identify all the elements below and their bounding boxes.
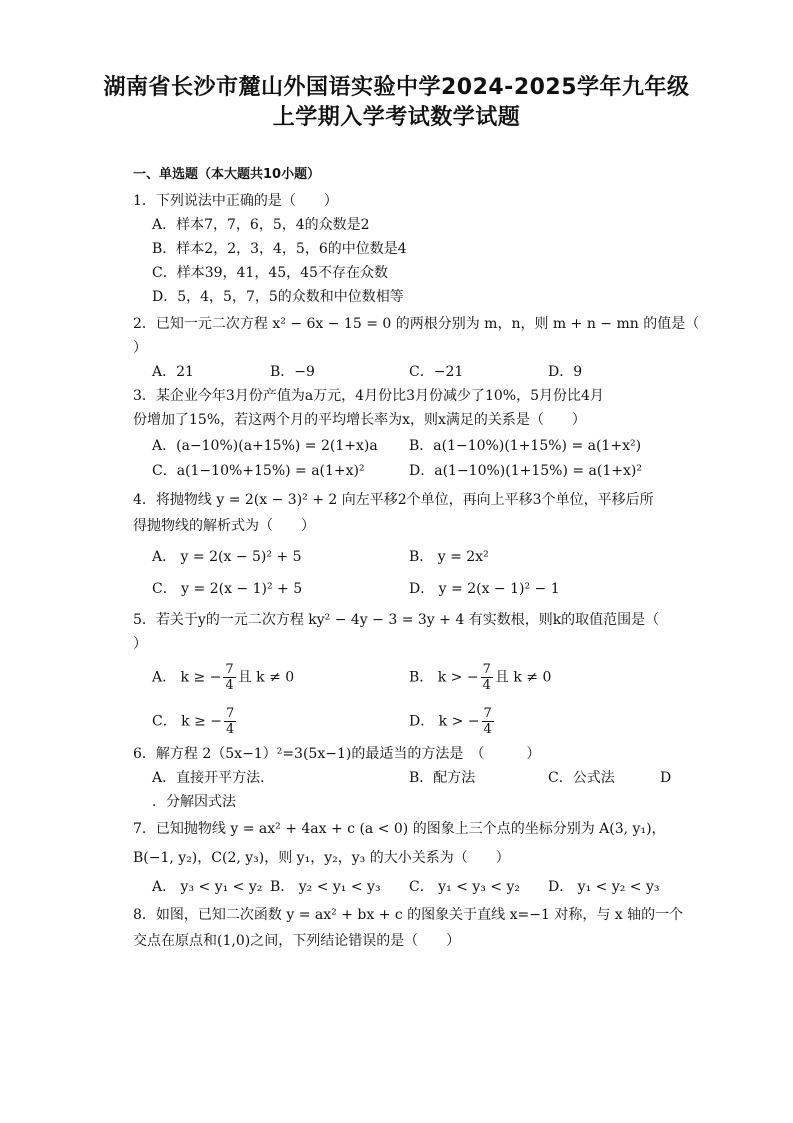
q3-option-c: C．a(1−10%+15%) = a(1+x)² bbox=[152, 463, 365, 479]
q7-option-b: B． y₂ < y₁ < y₃ bbox=[270, 879, 381, 895]
q6-stem: 6．解方程 2（5x−1）²=3(5x−1)的最适当的方法是 （ ） bbox=[133, 746, 541, 762]
page-title-line2: 上学期入学考试数学试题 bbox=[272, 105, 521, 130]
q5-stem: 5．若关于y的一元二次方程 ky² − 4y − 3 = 3y + 4 有实数根，则k的取值范围是（ bbox=[133, 612, 660, 628]
q5-a-suffix: 且 k ≠ 0 bbox=[237, 669, 295, 686]
q1-option-c: C．样本39，41，45，45不存在众数 bbox=[152, 265, 388, 281]
q5-b-prefix: B． k > − bbox=[409, 669, 479, 686]
q5-d-denominator: 4 bbox=[483, 722, 492, 737]
q3-stem-line2: 份增加了15%，若这两个月的平均增长率为x，则x满足的关系是（ ） bbox=[133, 412, 586, 428]
q8-stem: 8．如图，已知二次函数 y = ax² + bx + c 的图象关于直线 x=−1 对称，与 x 轴的一个 bbox=[133, 907, 684, 923]
q5-option-a bbox=[152, 662, 294, 693]
q2-option-d: D．9 bbox=[548, 364, 583, 380]
q5-option-c bbox=[152, 706, 238, 737]
q5-c-numerator: 7 bbox=[226, 706, 235, 721]
q1-option-a: A．样本7，7，6，5，4的众数是2 bbox=[152, 217, 370, 233]
q4-stem-line2: 得抛物线的解析式为（ ） bbox=[133, 518, 315, 534]
q7-option-d: D． y₁ < y₂ < y₃ bbox=[548, 879, 660, 895]
q3-option-a: A．(a−10%)(a+15%) = 2(1+x)a bbox=[152, 438, 378, 454]
q4-option-c: C． y = 2(x − 1)² + 5 bbox=[152, 581, 303, 597]
q2-stem-cont: ） bbox=[133, 340, 147, 356]
q7-stem: 7．已知抛物线 y = ax² + 4ax + c (a < 0) 的图象上三个点的坐标分别为 A(3, y₁)， bbox=[133, 821, 666, 837]
q2-stem: 2．已知一元二次方程 x² − 6x − 15 = 0 的两根分别为 m，n，则 m + n − mn 的值是（ bbox=[133, 316, 700, 332]
q4-stem: 4．将抛物线 y = 2(x − 3)² + 2 向左平移2个单位，再向上平移3个单位，平移后所 bbox=[133, 492, 654, 508]
section-heading: 一、单选题（本大题共10小题） bbox=[133, 167, 321, 182]
q6-option-d-text: ．分解因式法 bbox=[152, 794, 236, 810]
q3-option-b: B．a(1−10%)(1+15%) = a(1+x²) bbox=[409, 438, 642, 454]
q5-b-fraction bbox=[481, 662, 493, 693]
q5-a-fraction bbox=[223, 662, 235, 693]
q7-stem-line2: B(−1, y₂)，C(2, y₃)，则 y₁，y₂，y₃ 的大小关系为（ ） bbox=[133, 850, 510, 866]
q5-option-b bbox=[409, 662, 551, 693]
q2-option-c: C．−21 bbox=[409, 364, 464, 380]
q1-option-b: B．样本2，2，3，4，5，6的中位数是4 bbox=[152, 241, 407, 257]
page-title-line1: 湖南省长沙市麓山外国语实验中学2024-2025学年九年级 bbox=[103, 75, 690, 100]
q5-b-numerator: 7 bbox=[482, 662, 491, 677]
q5-a-denominator: 4 bbox=[225, 678, 234, 693]
q6-option-a: A．直接开平方法． bbox=[152, 770, 275, 786]
q7-option-c: C． y₁ < y₃ < y₂ bbox=[409, 879, 520, 895]
q5-d-numerator: 7 bbox=[483, 706, 492, 721]
q5-c-prefix: C． k ≥ − bbox=[152, 713, 223, 730]
q5-c-fraction bbox=[224, 706, 236, 737]
q6-option-b: B．配方法 bbox=[409, 770, 476, 786]
q8-stem-line2: 交点在原点和(1,0)之间，下列结论错误的是（ ） bbox=[133, 933, 461, 949]
q5-a-numerator: 7 bbox=[225, 662, 234, 677]
q5-a-prefix: A． k ≥ − bbox=[152, 669, 222, 686]
q6-option-d-letter: D bbox=[660, 770, 672, 786]
q4-option-a: A． y = 2(x − 5)² + 5 bbox=[152, 549, 302, 565]
q6-option-c: C．公式法 bbox=[548, 770, 615, 786]
q3-option-d: D．a(1−10%)(1+15%) = a(1+x)² bbox=[409, 463, 642, 479]
q5-stem-cont: ） bbox=[133, 636, 147, 652]
q5-b-denominator: 4 bbox=[482, 678, 491, 693]
q2-option-a: A．21 bbox=[152, 364, 194, 380]
q5-b-suffix: 且 k ≠ 0 bbox=[494, 669, 552, 686]
q1-option-d: D．5，4，5，7，5的众数和中位数相等 bbox=[152, 289, 404, 305]
q5-c-denominator: 4 bbox=[226, 722, 235, 737]
q7-option-a: A． y₃ < y₁ < y₂ bbox=[152, 879, 263, 895]
q1-stem: 1．下列说法中正确的是（ ） bbox=[133, 193, 338, 209]
q5-option-d bbox=[409, 706, 496, 737]
q4-option-b: B． y = 2x² bbox=[409, 549, 489, 565]
q4-option-d: D． y = 2(x − 1)² − 1 bbox=[409, 581, 560, 597]
q3-stem: 3．某企业今年3月份产值为a万元，4月份比3月份减少了10%，5月份比4月 bbox=[133, 388, 604, 404]
q2-option-b: B．−9 bbox=[270, 364, 315, 380]
q5-d-prefix: D． k > − bbox=[409, 713, 480, 730]
q5-d-fraction bbox=[482, 706, 494, 737]
